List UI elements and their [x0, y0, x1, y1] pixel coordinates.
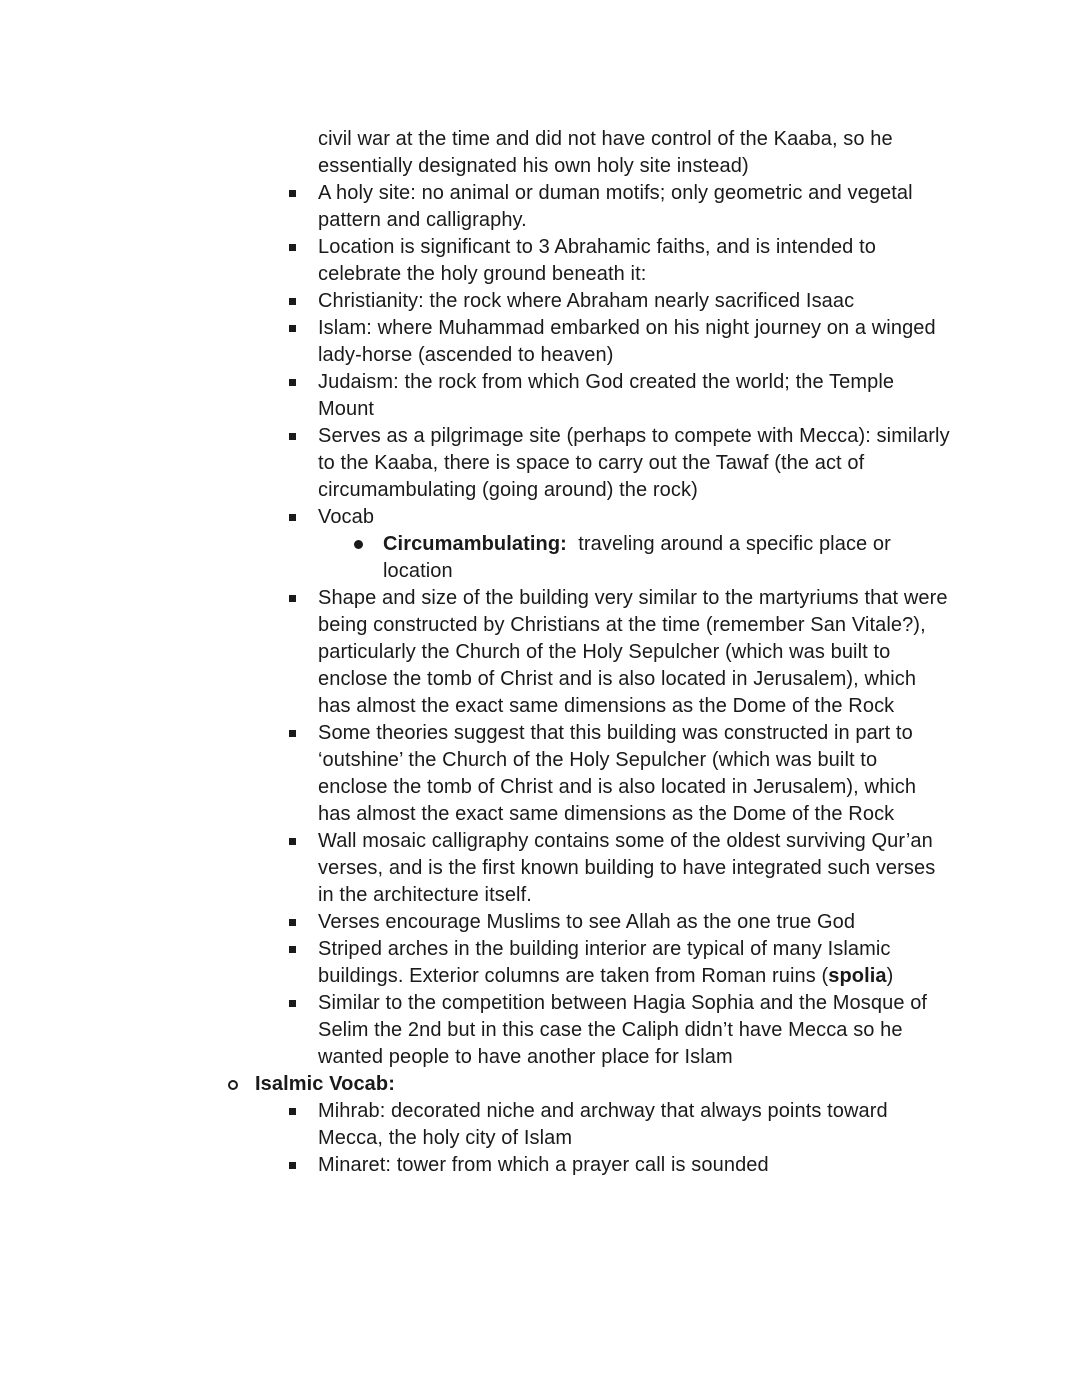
- bullet-square-icon: [289, 838, 296, 845]
- list-item-text: Islam: where Muhammad embarked on his night journey on a winged lady-horse (ascended to heaven): [318, 317, 942, 366]
- list-item-text: Christianity: the rock where Abraham nearly sacrificed Isaac: [318, 290, 855, 312]
- list-item-text: Minaret: tower from which a prayer call is sounded: [318, 1154, 769, 1176]
- list-item: [0, 126, 950, 180]
- list-item: [0, 315, 950, 369]
- list-item-text: Some theories suggest that this building was constructed in part to ‘outshine’ the Church of the Holy Sepulcher (which was built to enclose the tomb of Christ and is also located in Jerusalem), which has almost the exact same dimensions as the Dome of the Rock: [318, 722, 922, 825]
- list-item: [0, 504, 950, 531]
- list-item-text: Serves as a pilgrimage site (perhaps to compete with Mecca): similarly to the Kaaba, there is space to carry out the Tawaf (the act of circumambulating (going around) the rock): [318, 425, 956, 501]
- notes-list: [0, 126, 956, 1179]
- list-item: [0, 1071, 950, 1098]
- bullet-square-icon: [289, 1000, 296, 1007]
- list-item: [0, 531, 950, 585]
- list-item: [0, 369, 950, 423]
- bullet-circle-icon: [228, 1080, 238, 1090]
- list-item: [0, 288, 950, 315]
- bullet-disc-icon: [354, 540, 363, 549]
- bullet-square-icon: [289, 946, 296, 953]
- list-item: [0, 1098, 950, 1152]
- list-item-text: Judaism: the rock from which God created the world; the Temple Mount: [318, 371, 900, 420]
- list-item: [0, 990, 950, 1071]
- list-item-text: Similar to the competition between Hagia Sophia and the Mosque of Selim the 2nd but in this case the Caliph didn’t have Mecca so he wanted people to have another place for Islam: [318, 992, 933, 1068]
- list-item-text: Mihrab: decorated niche and archway that always points toward Mecca, the holy city of Islam: [318, 1100, 894, 1149]
- list-item-text: Isalmic Vocab:: [255, 1073, 395, 1095]
- bullet-square-icon: [289, 1162, 296, 1169]
- list-item-text: Verses encourage Muslims to see Allah as the one true God: [318, 911, 856, 933]
- list-item: [0, 936, 950, 990]
- list-item-text: Striped arches in the building interior are typical of many Islamic buildings. Exterior columns are taken from Roman ruins (spolia): [318, 938, 897, 987]
- bullet-square-icon: [289, 514, 296, 521]
- list-item: [0, 720, 950, 828]
- bullet-square-icon: [289, 433, 296, 440]
- list-item-text: Wall mosaic calligraphy contains some of the oldest surviving Qur’an verses, and is the first known building to have integrated such verses in the architecture itself.: [318, 830, 942, 906]
- list-item-text: A holy site: no animal or duman motifs; only geometric and vegetal pattern and calligraphy.: [318, 182, 919, 231]
- list-item: [0, 1152, 950, 1179]
- bullet-square-icon: [289, 730, 296, 737]
- bullet-square-icon: [289, 379, 296, 386]
- list-item-text: Location is significant to 3 Abrahamic faiths, and is intended to celebrate the holy ground beneath it:: [318, 236, 882, 285]
- bullet-square-icon: [289, 595, 296, 602]
- list-item: [0, 234, 950, 288]
- list-item: [0, 423, 956, 504]
- list-item-text: civil war at the time and did not have control of the Kaaba, so he essentially designated his own holy site instead): [318, 128, 899, 177]
- list-item-text: Circumambulating: traveling around a specific place or location: [383, 533, 897, 582]
- list-item-text: Shape and size of the building very similar to the martyriums that were being constructed by Christians at the time (remember San Vitale?), particularly the Church of the Holy Sepulcher (which was built to enclose the tomb of Christ and is also located in Jerusalem), which has almost the exact same dimensions as the Dome of the Rock: [318, 587, 954, 717]
- bullet-square-icon: [289, 190, 296, 197]
- bullet-square-icon: [289, 244, 296, 251]
- list-item: [0, 585, 954, 720]
- list-item: [0, 909, 950, 936]
- bullet-square-icon: [289, 919, 296, 926]
- bullet-square-icon: [289, 298, 296, 305]
- list-item: [0, 828, 950, 909]
- bullet-square-icon: [289, 1108, 296, 1115]
- bullet-square-icon: [289, 325, 296, 332]
- list-item: [0, 180, 950, 234]
- list-item-text: Vocab: [318, 506, 375, 528]
